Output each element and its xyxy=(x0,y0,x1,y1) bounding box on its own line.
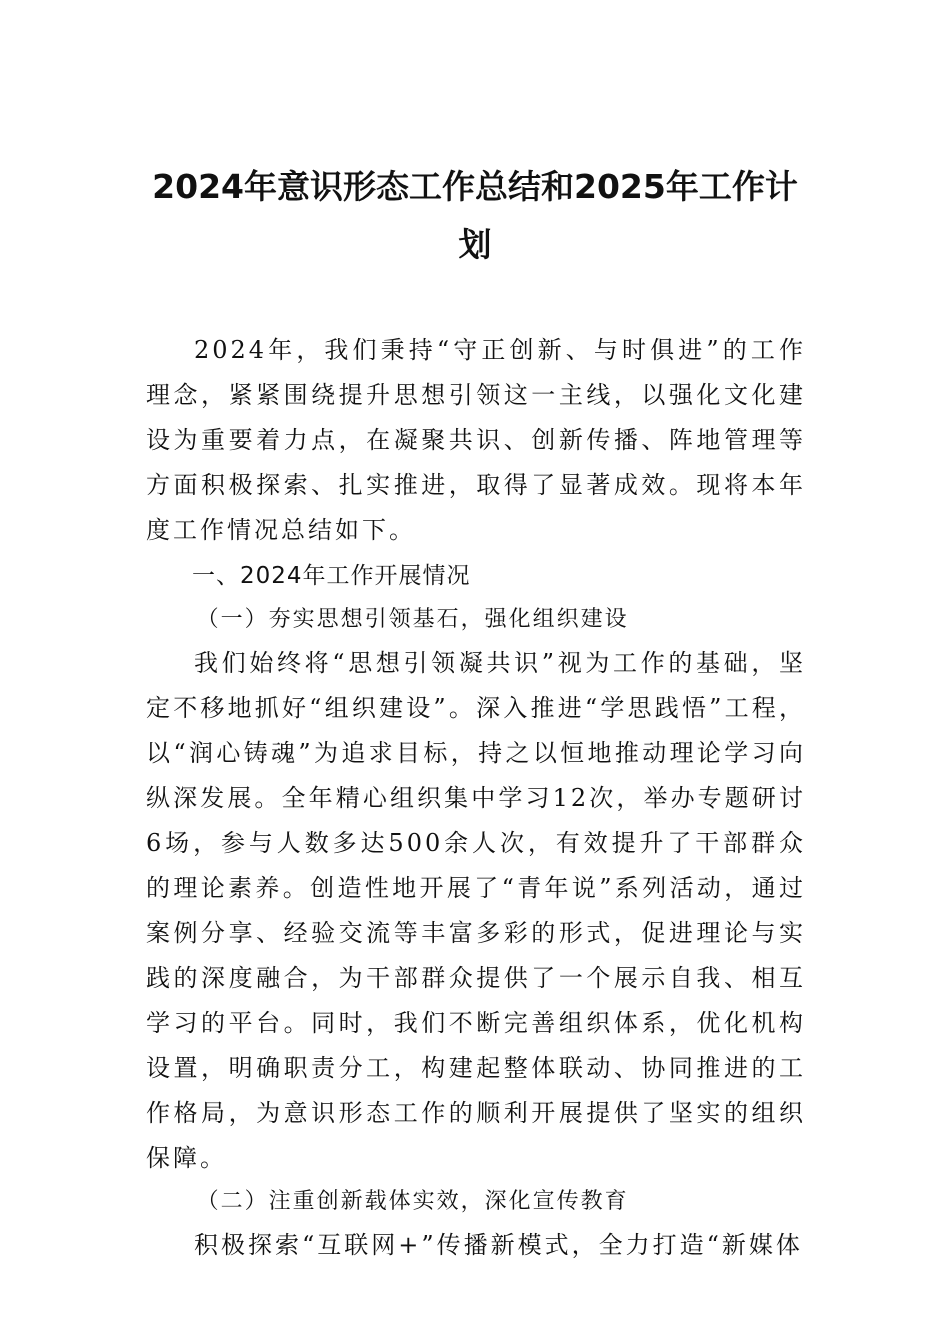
title-line-2: 划 xyxy=(458,225,492,264)
subsection-heading-1: （一）夯实思想引领基石，强化组织建设 xyxy=(196,607,629,632)
intro-paragraph: 2024年，我们秉持“守正创新、与时俱进”的工作理念，紧紧围绕提升思想引领这一主线，以强化文化建设为重要着力点，在凝聚共识、创新传播、阵地管理等方面积极探索、扎实推进，取得了显著成效。现将本年度工作情况总结如下。 xyxy=(146,336,806,544)
document-body xyxy=(146,328,806,1268)
title-line-1: 2024年意识形态工作总结和2025年工作计 xyxy=(152,167,798,206)
section-heading-1: 一、2024年工作开展情况 xyxy=(192,563,471,589)
document-title xyxy=(120,158,830,274)
subsection-paragraph-1: 我们始终将“思想引领凝共识”视为工作的基础，坚定不移地抓好“组织建设”。深入推进“学思践悟”工程，以“润心铸魂”为追求目标，持之以恒地推动理论学习向纵深发展。全年精心组织集中学习12次，举办专题研讨6场，参与人数多达500余人次，有效提升了干部群众的理论素养。创造性地开展了“青年说”系列活动，通过案例分享、经验交流等丰富多彩的形式，促进理论与实践的深度融合，为干部群众提供了一个展示自我、相互学习的平台。同时，我们不断完善组织体系，优化机构设置，明确职责分工，构建起整体联动、协同推进的工作格局，为意识形态工作的顺利开展提供了坚实的组织保障。 xyxy=(146,649,806,1172)
subsection-paragraph-2: 积极探索“互联网+”传播新模式，全力打造“新媒体 xyxy=(194,1231,803,1259)
subsection-heading-2: （二）注重创新载体实效，深化宣传教育 xyxy=(196,1189,629,1214)
